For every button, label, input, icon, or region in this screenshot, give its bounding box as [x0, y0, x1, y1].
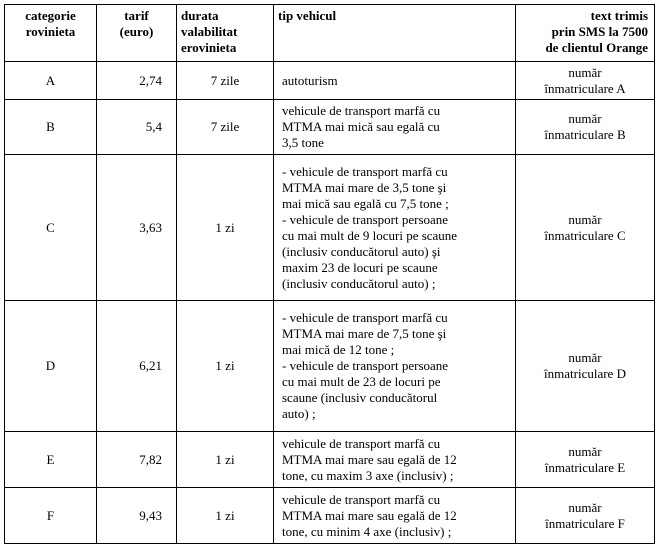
sms-line: număr	[568, 499, 602, 515]
header-durata-line: erovinieta	[181, 40, 237, 55]
header-text-sms	[516, 5, 655, 62]
tip-line: MTMA mai mică sau egală cu	[282, 119, 440, 134]
cell-tarif: 9,43	[97, 488, 177, 544]
cell-sms	[516, 62, 655, 100]
tip-line: maxim 23 de locuri pe scaune	[282, 259, 438, 275]
tip-line: MTMA mai mare sau egală de 12	[282, 507, 457, 523]
tip-line: cu mai mult de 9 locuri pe scaune	[282, 227, 458, 243]
tip-line: tone, cu maxim 3 axe (inclusiv) ;	[282, 467, 454, 483]
sms-line: număr	[568, 111, 602, 126]
cell-durata: 7 zile	[177, 100, 274, 155]
tip-line: MTMA mai mare de 7,5 tone şi	[282, 326, 447, 341]
cell-tarif: 2,74	[97, 62, 177, 100]
tip-line: vehicule de transport marfă cu	[282, 491, 441, 507]
cell-tip-vehicul	[274, 155, 516, 301]
cell-categorie: F	[5, 488, 97, 544]
tip-line: - vehicule de transport marfă cu	[282, 163, 448, 179]
cell-tip-vehicul	[274, 62, 516, 100]
sms-line: înmatriculare D	[544, 366, 626, 381]
tip-line: cu mai mult de 23 de locuri pe	[282, 374, 441, 389]
tip-line: auto) ;	[282, 406, 316, 421]
header-durata-line: valabilitat	[181, 24, 238, 39]
cell-tarif: 3,63	[97, 155, 177, 301]
cell-tip-vehicul	[274, 301, 516, 432]
cell-sms	[516, 155, 655, 301]
header-tip-line: tip vehicul	[278, 8, 337, 23]
sms-line: înmatriculare A	[544, 80, 626, 96]
cell-sms	[516, 100, 655, 155]
cell-tip-vehicul	[274, 432, 516, 488]
header-tarif-line: tarif	[124, 8, 149, 23]
tip-line: mai mică sau egală cu 7,5 tone ;	[282, 195, 449, 211]
cell-categorie: D	[5, 301, 97, 432]
cell-categorie: C	[5, 155, 97, 301]
tip-line: scaune (inclusiv conducătorul	[282, 390, 438, 405]
cell-tarif: 7,82	[97, 432, 177, 488]
cell-categorie: A	[5, 62, 97, 100]
header-tarif-line: (euro)	[119, 24, 154, 39]
sms-line: număr	[568, 350, 602, 365]
table-row	[5, 62, 655, 100]
tip-line: mai mică de 12 tone ;	[282, 342, 395, 357]
sms-line: înmatriculare B	[544, 127, 626, 142]
header-sms-line: de clientul Orange	[545, 40, 648, 55]
cell-categorie: B	[5, 100, 97, 155]
header-categorie-line: categorie	[25, 8, 76, 23]
table-row	[5, 100, 655, 155]
cell-tip-vehicul	[274, 100, 516, 155]
header-sms-line: text trimis	[590, 8, 648, 23]
header-categorie-line: rovinieta	[25, 24, 76, 39]
sms-line: înmatriculare C	[544, 227, 626, 243]
rovinieta-table	[4, 4, 655, 544]
header-sms-line: prin SMS la 7500	[551, 24, 648, 39]
header-durata	[177, 5, 274, 62]
tip-line: vehicule de transport marfă cu	[282, 103, 441, 118]
cell-tarif: 6,21	[97, 301, 177, 432]
tip-line: vehicule de transport marfă cu	[282, 435, 441, 451]
table-row	[5, 155, 655, 301]
sms-line: număr	[568, 211, 602, 227]
header-tarif	[97, 5, 177, 62]
tip-line: autoturism	[282, 72, 338, 88]
tip-line: - vehicule de transport marfă cu	[282, 310, 448, 325]
cell-durata: 1 zi	[177, 432, 274, 488]
cell-durata: 1 zi	[177, 155, 274, 301]
table-row	[5, 432, 655, 488]
header-row	[5, 5, 655, 62]
cell-sms	[516, 301, 655, 432]
sms-line: număr	[568, 443, 602, 459]
tip-line: - vehicule de transport persoane	[282, 211, 449, 227]
tip-line: MTMA mai mare sau egală de 12	[282, 451, 457, 467]
tip-line: 3,5 tone	[282, 135, 324, 150]
cell-tip-vehicul	[274, 488, 516, 544]
sms-line: înmatriculare F	[545, 515, 625, 531]
table-row	[5, 301, 655, 432]
cell-sms	[516, 432, 655, 488]
tip-line: MTMA mai mare de 3,5 tone şi	[282, 179, 447, 195]
tip-line: (inclusiv conducătorul auto) şi	[282, 243, 441, 259]
cell-categorie: E	[5, 432, 97, 488]
table-row	[5, 488, 655, 544]
tip-line: tone, cu minim 4 axe (inclusiv) ;	[282, 523, 452, 539]
sms-line: număr	[568, 64, 602, 80]
cell-durata: 7 zile	[177, 62, 274, 100]
cell-durata: 1 zi	[177, 301, 274, 432]
tip-line: (inclusiv conducătorul auto) ;	[282, 275, 436, 291]
cell-durata: 1 zi	[177, 488, 274, 544]
tip-line: - vehicule de transport persoane	[282, 358, 449, 373]
header-categorie	[5, 5, 97, 62]
sms-line: înmatriculare E	[544, 459, 626, 475]
cell-tarif: 5,4	[97, 100, 177, 155]
cell-sms	[516, 488, 655, 544]
header-durata-line: durata	[181, 8, 219, 23]
header-tip-vehicul	[274, 5, 516, 62]
